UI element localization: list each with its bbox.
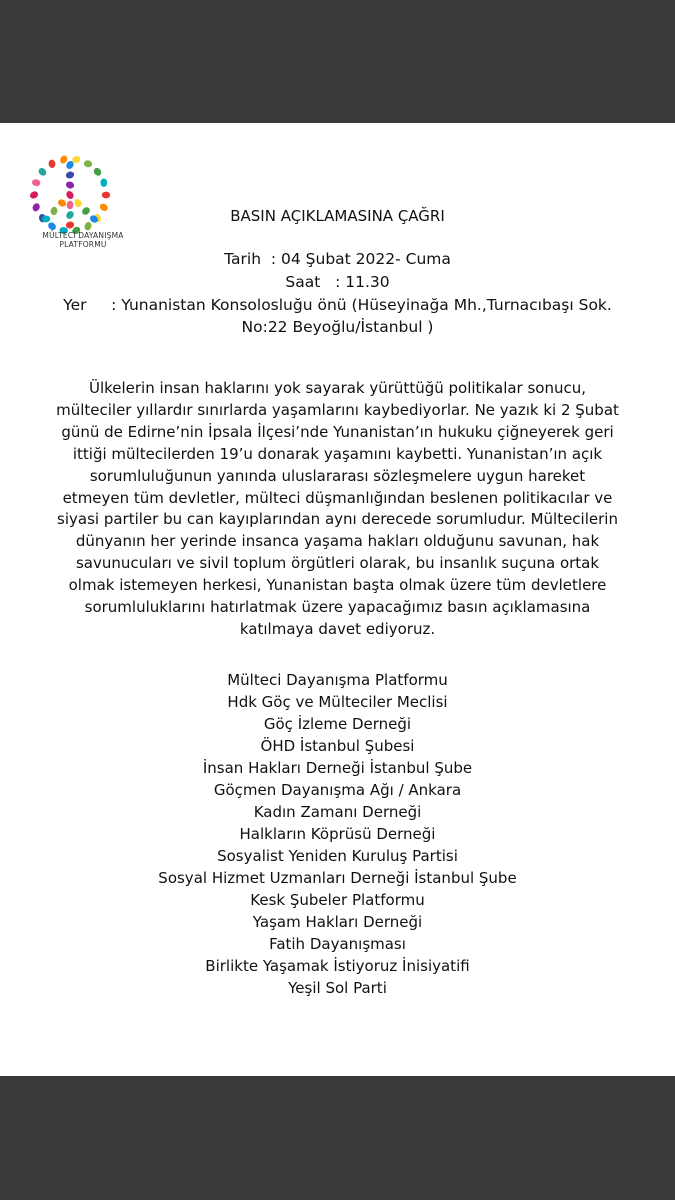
organization-item: Halkların Köprüsü Derneği xyxy=(239,825,436,843)
body-line: ittiği mültecilerden 19’u donarak yaşamını kaybetti. Yunanistan’ın açık xyxy=(72,444,603,463)
place-line-2: No:22 Beyoğlu/İstanbul ) xyxy=(241,318,434,336)
logo-caption xyxy=(18,231,148,249)
organization-item: Birlikte Yaşamak İstiyoruz İnisiyatifi xyxy=(205,957,470,975)
organization-item: Yeşil Sol Parti xyxy=(288,979,387,997)
document-page xyxy=(0,123,675,1076)
logo-caption-line2: PLATFORMU xyxy=(59,240,107,249)
body-line: mülteciler yıllardır sınırlarda yaşamlarını kaybediyorlar. Ne yazık ki 2 Şubat xyxy=(56,400,619,419)
organization-item: Kesk Şubeler Platformu xyxy=(250,891,425,909)
place-line-1: Yer : Yunanistan Konsolosluğu önü (Hüseyinağa Mh.,Turnacıbaşı Sok. xyxy=(63,296,612,314)
date-line: Tarih : 04 Şubat 2022- Cuma xyxy=(224,250,451,268)
organization-item: Göç İzleme Derneği xyxy=(263,715,412,733)
organization-item: Yaşam Hakları Derneği xyxy=(252,913,423,931)
body-line: sorumluluğunun yanında uluslararası sözleşmelere uygun hareket xyxy=(89,466,586,485)
body-line: katılmaya davet ediyoruz. xyxy=(239,619,436,638)
body-line: günü de Edirne’nin İpsala İlçesi’nde Yunanistan’ın hukuku çiğneyerek geri xyxy=(61,422,614,441)
organization-item: ÖHD İstanbul Şubesi xyxy=(260,737,415,755)
organization-item: Sosyalist Yeniden Kuruluş Partisi xyxy=(217,847,458,865)
time-line: Saat : 11.30 xyxy=(285,273,390,291)
body-line: dünyanın her yerinde insanca yaşama hakları olduğunu savunan, hak xyxy=(75,532,600,551)
body-line: etmeyen tüm devletler, mülteci düşmanlığından beslenen politikacılar ve xyxy=(62,488,613,507)
organization-item: Mülteci Dayanışma Platformu xyxy=(227,671,448,689)
body-line: olmak istemeyen herkesi, Yunanistan başta olmak üzere tüm devletlere xyxy=(68,576,607,595)
organization-item: Sosyal Hizmet Uzmanları Derneği İstanbul Şube xyxy=(158,869,517,887)
organization-item: İnsan Hakları Derneği İstanbul Şube xyxy=(202,759,473,777)
organization-item: Hdk Göç ve Mülteciler Meclisi xyxy=(227,693,448,711)
bottom-frame-bar xyxy=(0,1076,675,1200)
top-frame-bar xyxy=(0,0,675,123)
organization-list xyxy=(0,669,675,999)
page-title: BASIN AÇIKLAMASINA ÇAĞRI xyxy=(230,207,445,225)
organization-item: Kadın Zamanı Derneği xyxy=(253,803,422,821)
body-line: sorumluluklarını hatırlatmak üzere yapacağımız basın açıklamasına xyxy=(84,598,591,617)
organization-item: Göçmen Dayanışma Ağı / Ankara xyxy=(213,781,462,799)
announcement-body xyxy=(40,378,635,641)
logo-caption-line1: MÜLTECİ DAYANIŞMA xyxy=(42,231,124,240)
body-line: savunucuları ve sivil toplum örgütleri olarak, bu insanlık suçuna ortak xyxy=(75,554,600,573)
body-line: Ülkelerin insan haklarını yok sayarak yürüttüğü politikalar sonucu, xyxy=(88,379,587,397)
body-line: siyasi partiler bu can kayıplarından aynı derecede sorumludur. Mültecilerin xyxy=(57,510,618,529)
organization-item: Fatih Dayanışması xyxy=(269,935,406,953)
